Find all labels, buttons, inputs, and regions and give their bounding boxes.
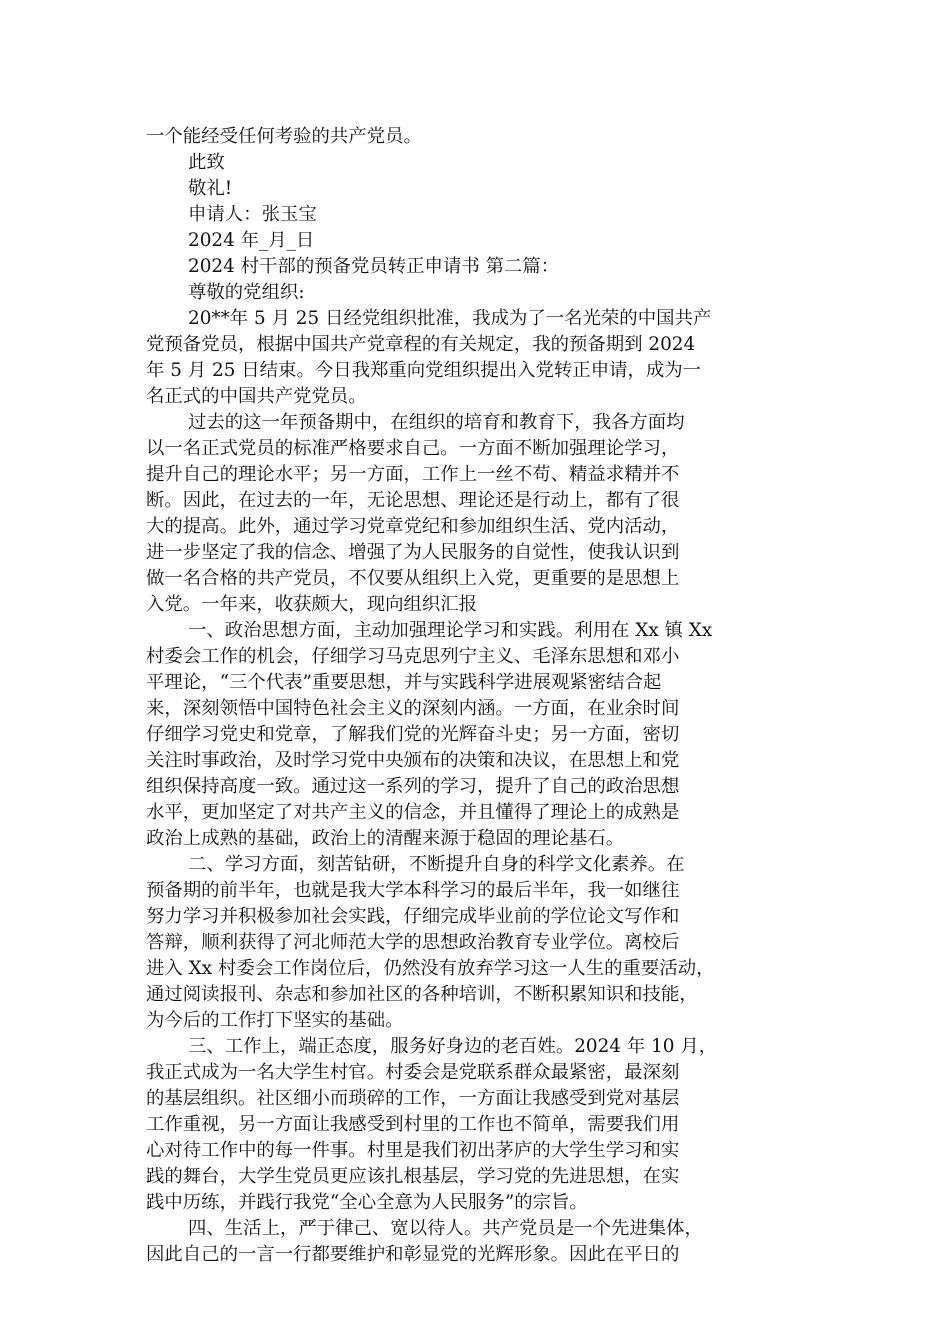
text-line: 做一名合格的共产党员，不仅要从组织上入党，更重要的是思想上: [146, 568, 680, 589]
text-line: 水平，更加坚定了对共产主义的信念，并且懂得了理论上的成熟是: [146, 802, 680, 823]
text-line: 提升自己的理论水平；另一方面，工作上一丝不苟、精益求精并不: [146, 464, 680, 485]
text-line: 四、生活上，严于律己、宽以待人。共产党员是一个先进集体，: [188, 1218, 703, 1239]
text-line: 的基层组织。社区细小而琐碎的工作，一方面让我感受到党对基层: [146, 1088, 680, 1109]
text-line: 政治上成熟的基础，政治上的清醒来源于稳固的理论基石。: [146, 828, 625, 849]
text-line: 大的提高。此外，通过学习党章党纪和参加组织生活、党内活动，: [146, 516, 680, 537]
text-line: 三、工作上，端正态度，服务好身边的老百姓。2024 年 10 月，: [188, 1036, 718, 1057]
text-line: 践的舞台，大学生党员更应该扎根基层，学习党的先进思想，在实: [146, 1166, 680, 1187]
text-line: 努力学习并积极参加社会实践，仔细完成毕业前的学位论文写作和: [146, 906, 680, 927]
text-line: 党预备党员，根据中国共产党章程的有关规定，我的预备期到 2024: [146, 334, 696, 355]
date-line: 2024 年_月_日: [188, 230, 315, 251]
text-line: 答辩，顺利获得了河北师范大学的思想政治教育专业学位。离校后: [146, 932, 680, 953]
closing-regards: 敬礼!: [188, 178, 233, 199]
text-line: 践中历练，并践行我党“全心全意为人民服务”的宗旨。: [146, 1192, 588, 1213]
text-line: 名正式的中国共产党党员。: [146, 386, 367, 407]
text-line: 年 5 月 25 日结束。今日我郑重向党组织提出入党转正申请，成为一: [146, 360, 702, 381]
text-line: 过去的这一年预备期中，在组织的培育和教育下，我各方面均: [188, 412, 685, 433]
text-line: 预备期的前半年，也就是我大学本科学习的最后半年，我一如继往: [146, 880, 680, 901]
text-line: 通过阅读报刊、杂志和参加社区的各种培训，不断积累知识和技能，: [146, 984, 698, 1005]
text-line: 来，深刻领悟中国特色社会主义的深刻内涵。一方面，在业余时间: [146, 698, 680, 719]
text-line: 断。因此，在过去的一年，无论思想、理论还是行动上，都有了很: [146, 490, 680, 511]
text-line: 平理论，“三个代表”重要思想，并与实践科学进展观紧密结合起: [146, 672, 662, 693]
text-line: 二、学习方面，刻苦钻研，不断提升自身的科学文化素养。在: [188, 854, 685, 875]
text-line: 工作重视，另一方面让我感受到村里的工作也不简单，需要我们用: [146, 1114, 680, 1135]
text-line: 入党。一年来，收获颇大，现向组织汇报: [146, 594, 478, 615]
text-line: 心对待工作中的每一件事。村里是我们初出茅庐的大学生学习和实: [146, 1140, 680, 1161]
text-line: 20**年 5 月 25 日经党组织批准，我成为了一名光荣的中国共产: [188, 308, 712, 329]
text-line: 村委会工作的机会，仔细学习马克思列宁主义、毛泽东思想和邓小: [146, 646, 680, 667]
section-title: 2024 村干部的预备党员转正申请书 第二篇：: [188, 256, 560, 277]
text-line: 我正式成为一名大学生村官。村委会是党联系群众最紧密，最深刻: [146, 1062, 680, 1083]
closing-salutation: 此致: [188, 152, 225, 173]
text-line: 组织保持高度一致。通过这一系列的学习，提升了自己的政治思想: [146, 776, 680, 797]
text-line: 为今后的工作打下坚实的基础。: [146, 1010, 404, 1031]
text-line: 一个能经受任何考验的共产党员。: [146, 126, 422, 147]
text-line: 进一步坚定了我的信念、增强了为人民服务的自觉性，使我认识到: [146, 542, 680, 563]
text-line: 以一名正式党员的标准严格要求自己。一方面不断加强理论学习，: [146, 438, 680, 459]
text-line: 关注时事政治，及时学习党中央颁布的决策和决议，在思想上和党: [146, 750, 680, 771]
greeting: 尊敬的党组织:: [188, 282, 305, 303]
applicant-signature: 申请人：张玉宝: [188, 204, 317, 225]
text-line: 仔细学习党史和党章，了解我们党的光辉奋斗史；另一方面，密切: [146, 724, 680, 745]
text-line: 一、政治思想方面，主动加强理论学习和实践。利用在 Xx 镇 Xx: [188, 620, 713, 641]
text-line: 进入 Xx 村委会工作岗位后，仍然没有放弃学习这一人生的重要活动，: [146, 958, 715, 979]
text-line: 因此自己的一言一行都要维护和彰显党的光辉形象。因此在平日的: [146, 1244, 680, 1265]
